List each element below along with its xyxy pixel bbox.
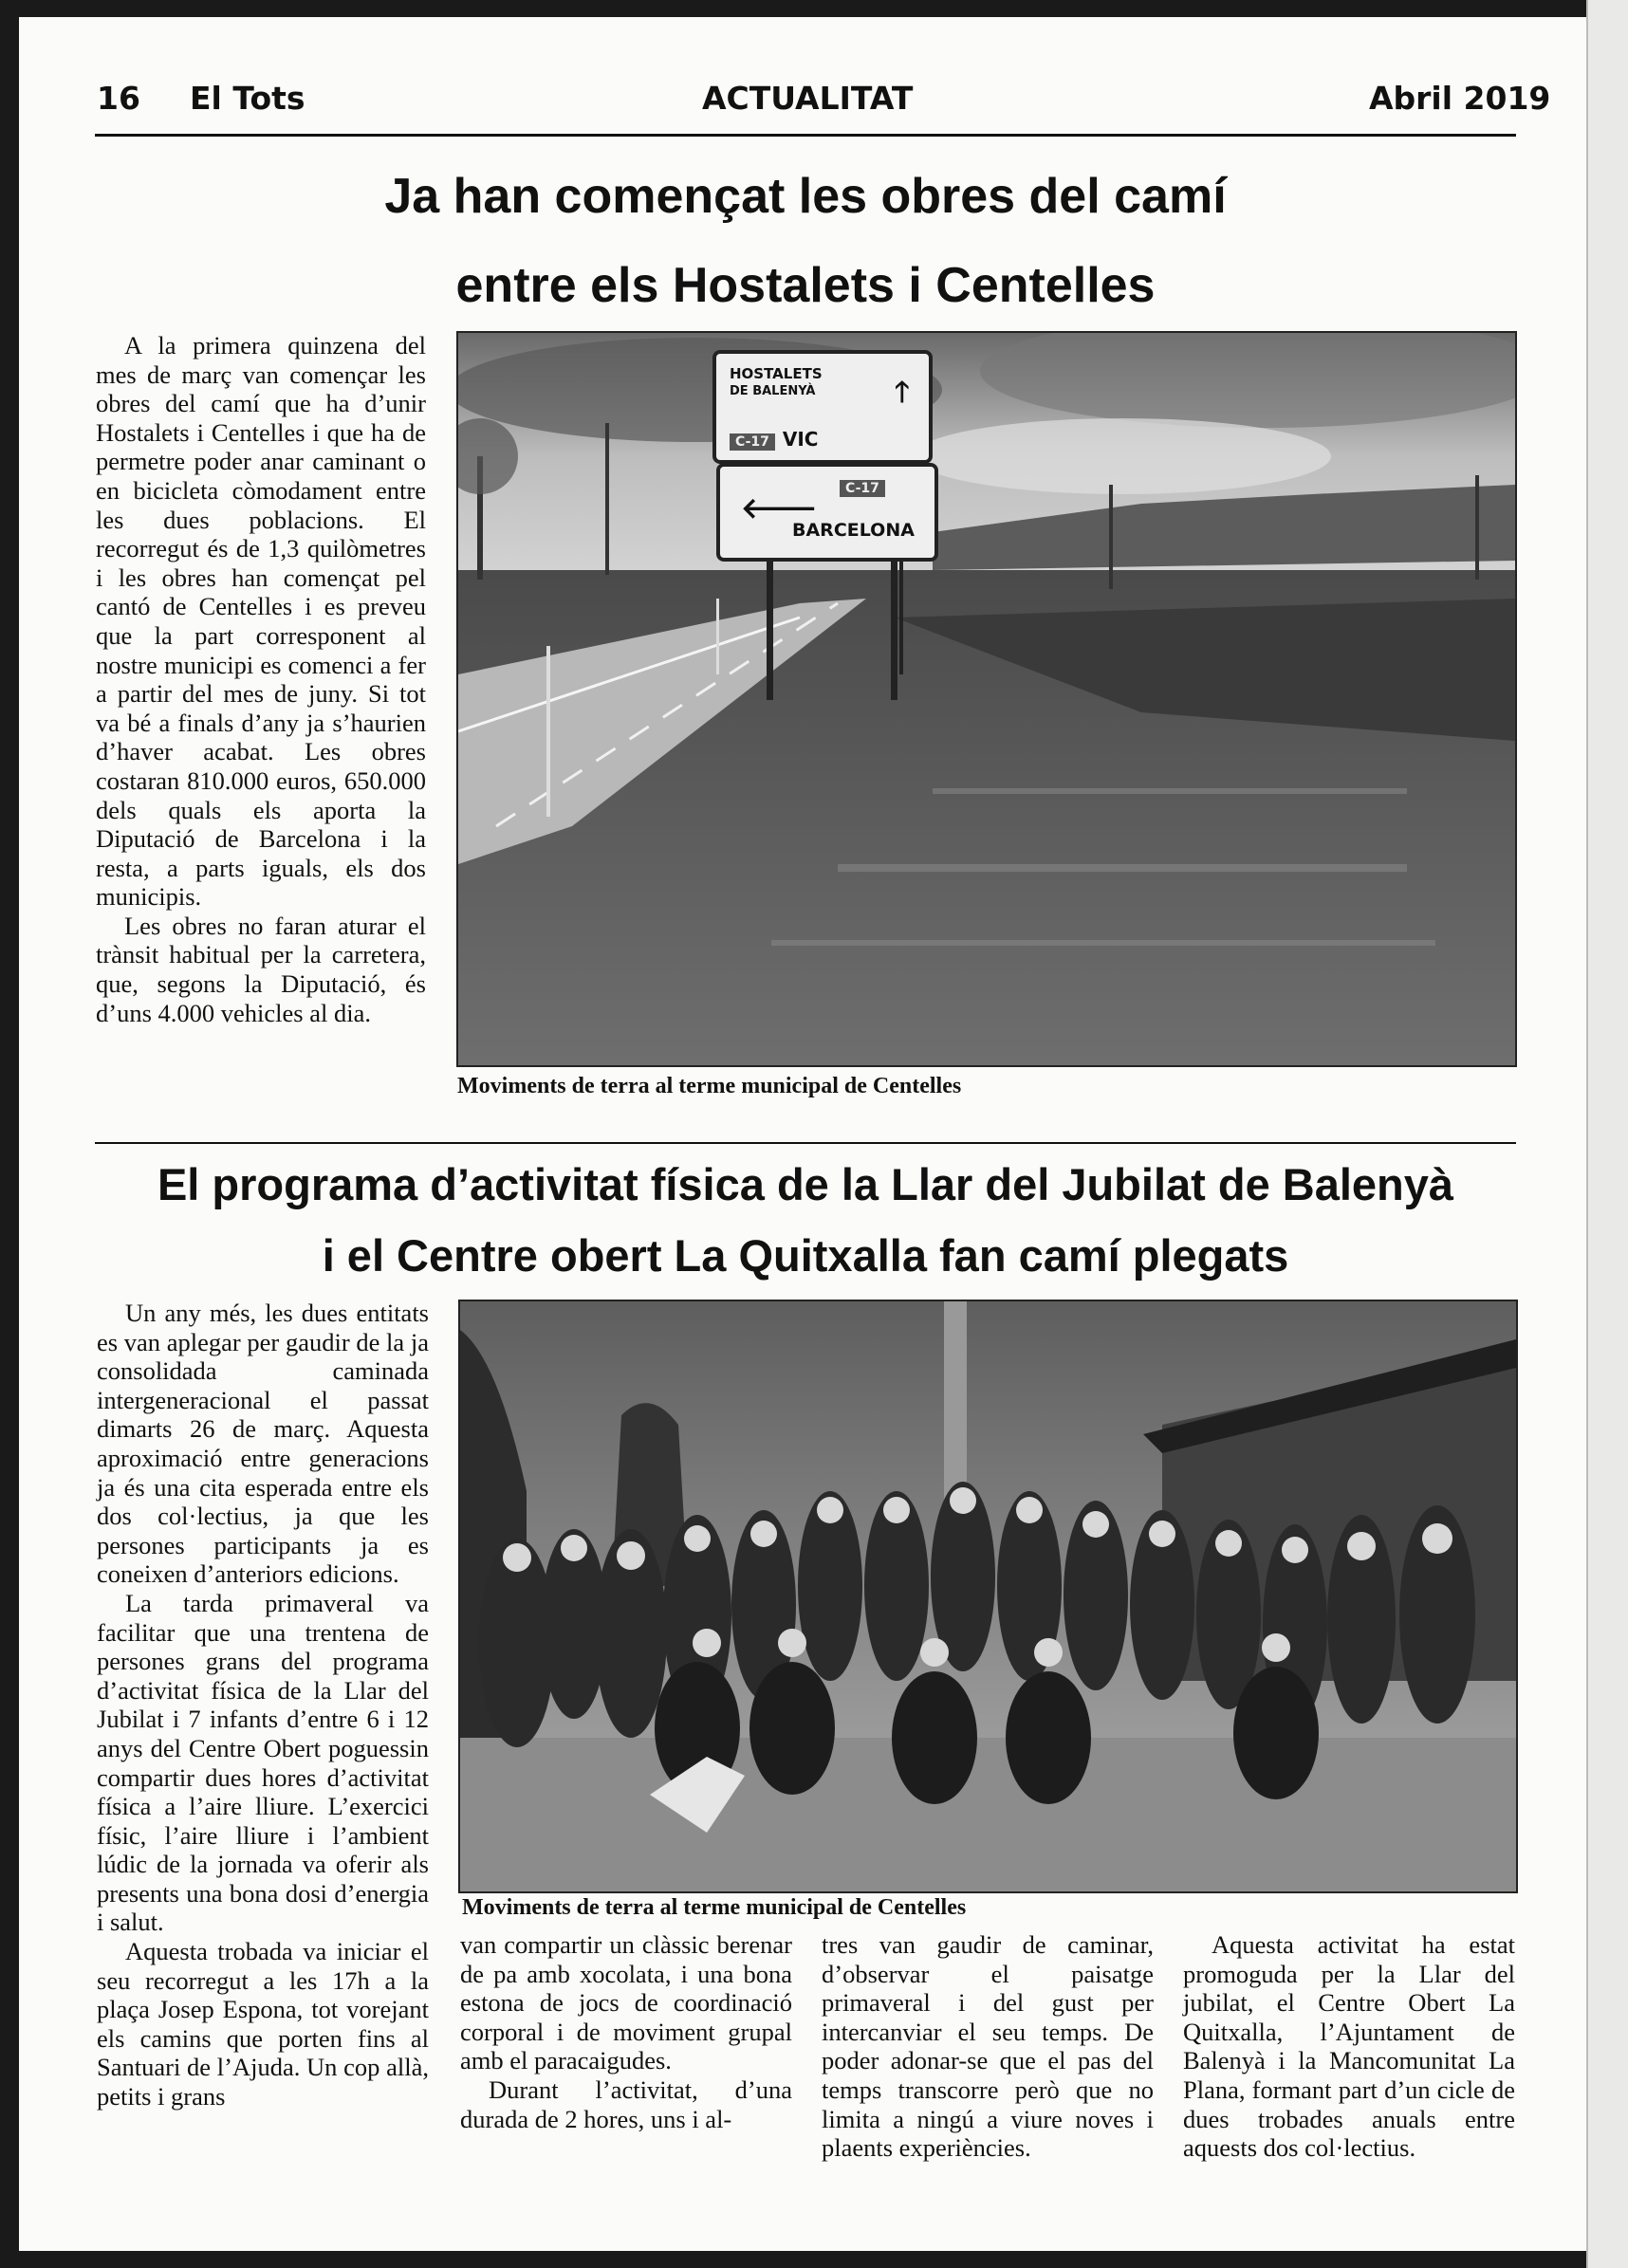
- road-sign-vic: [712, 350, 933, 464]
- section-title: ACTUALITAT: [702, 80, 914, 117]
- article2-photo-caption: Moviments de terra al terme municipal de Centelles: [462, 1895, 967, 1920]
- header-rule: [95, 134, 1516, 137]
- article2-photo-group: [458, 1300, 1518, 1893]
- article1-paragraph: A la primera quinzena del mes de març van començar les obres del camí que ha d’unir Hostalets i Centelles i que ha de permetre poder anar caminant o en bicicleta còmodament entre les dues poblacions. El recorregut és de 1,3 quilòmetres i les obres han començat pel cantó de Centelles i es preveu que la part corresponent al nostre municipi es comenci a fer a partir del mes de juny. Si tot va bé a finals d’any ja s’haurien d’haver acabat. Les obres costaran 810.000 euros, 650.000 dels quals els aporta la Diputació de Barcelona i la resta, a parts iguals, els dos municipis.: [96, 331, 426, 912]
- article1-photo-road-sign: [456, 331, 1517, 1067]
- article2-paragraph: Aquesta activitat ha estat promoguda per la Llar del jubilat, el Centre Obert La Quitxalla, l’Ajuntament de Balenyà i la Mancomunitat La Plana, formant part d’un cicle de dues trobades anuals entre aquests dos col·lectius.: [1183, 1930, 1515, 2163]
- article2-column-4: [1183, 1930, 1515, 2163]
- road-number-badge: C-17: [730, 433, 775, 451]
- sign-post: [891, 558, 897, 700]
- article2-paragraph: La tarda primaveral va facilitar que una trentena de persones grans del programa d’activitat física de la Llar del Jubilat i 7 infants d’entre 6 i 12 anys del Centre Obert poguessin compartir dues hores d’activitat física a l’aire lliure. L’exercici físic, l’aire lliure i l’ambient lúdic de la jornada va oferir als presents una bona dosi d’energia i salut.: [97, 1588, 429, 1937]
- article2-paragraph: Aquesta trobada va iniciar el seu recorregut a les 17h a la plaça Josep Espona, tot vorejant els camins que porten fins al Santuari de l’Ajuda. Un cop allà, petits i grans: [97, 1937, 429, 2111]
- article1-headline-line1: Ja han començat les obres del camí: [384, 169, 1227, 224]
- article2-headline-line2: i el Centre obert La Quitxalla fan camí plegats: [322, 1230, 1289, 1281]
- article2-headline-line1: El programa d’activitat física de la Llar del Jubilat de Balenyà: [157, 1159, 1454, 1209]
- article1-headline-line2: entre els Hostalets i Centelles: [455, 258, 1156, 313]
- road-sign-barcelona: [716, 463, 938, 562]
- article2-column-3: [822, 1930, 1154, 2163]
- article2-column-1: [97, 1299, 429, 2111]
- article2-paragraph: van compartir un clàssic berenar de pa amb xocolata, i una bona estona de jocs de coordinació corporal i de moviment grupal amb el paracaigudes.: [460, 1930, 792, 2075]
- road-landscape-image: [458, 333, 1515, 1065]
- sign-line-balenya: DE BALENYÀ: [730, 384, 816, 398]
- article2-paragraph: Durant l’activitat, d’una durada de 2 hores, uns i al-: [460, 2074, 792, 2133]
- publication-name: El Tots: [190, 80, 305, 117]
- sign-post: [767, 558, 773, 700]
- article1-paragraph: Les obres no faran aturar el trànsit habitual per la carretera, que, segons la Diputació, és d’uns 4.000 vehicles al dia.: [96, 911, 426, 1027]
- page-number: 16: [97, 80, 140, 117]
- sign-line-hostalets: HOSTALETS: [730, 365, 823, 382]
- sign-destination-vic: VIC: [782, 428, 819, 451]
- issue-date: Abril 2019: [1369, 80, 1551, 117]
- article1-body: [96, 331, 426, 1027]
- sign-destination-barcelona: BARCELONA: [792, 520, 915, 541]
- article2-paragraph: Un any més, les dues entitats es van aplegar per gaudir de la ja consolidada caminada intergeneracional el passat dimarts 26 de març. Aquesta aproximació entre generacions ja és una cita esperada entre els dos col·lectius, ja que les persones participants ja es coneixen d’anteriors edicions.: [97, 1299, 429, 1589]
- sign-route-vic: [730, 428, 819, 451]
- arrow-up-icon: 🡑: [895, 376, 910, 409]
- group-photo-image: [460, 1301, 1516, 1891]
- arrow-left-icon: 🡐: [741, 492, 818, 526]
- article2-column-2: [460, 1930, 792, 2133]
- article1-photo-caption: Moviments de terra al terme municipal de Centelles: [457, 1074, 962, 1098]
- next-page-edge: [1586, 0, 1628, 2268]
- article2-paragraph: tres van gaudir de caminar, d’observar el paisatge primaveral i del gust per intercanviar el seu temps. De poder adonar-se que el pas del temps transcorre però que no limita a ningú a viure noves i plaents experiències.: [822, 1930, 1154, 2163]
- road-number-badge-2: C-17: [840, 478, 893, 497]
